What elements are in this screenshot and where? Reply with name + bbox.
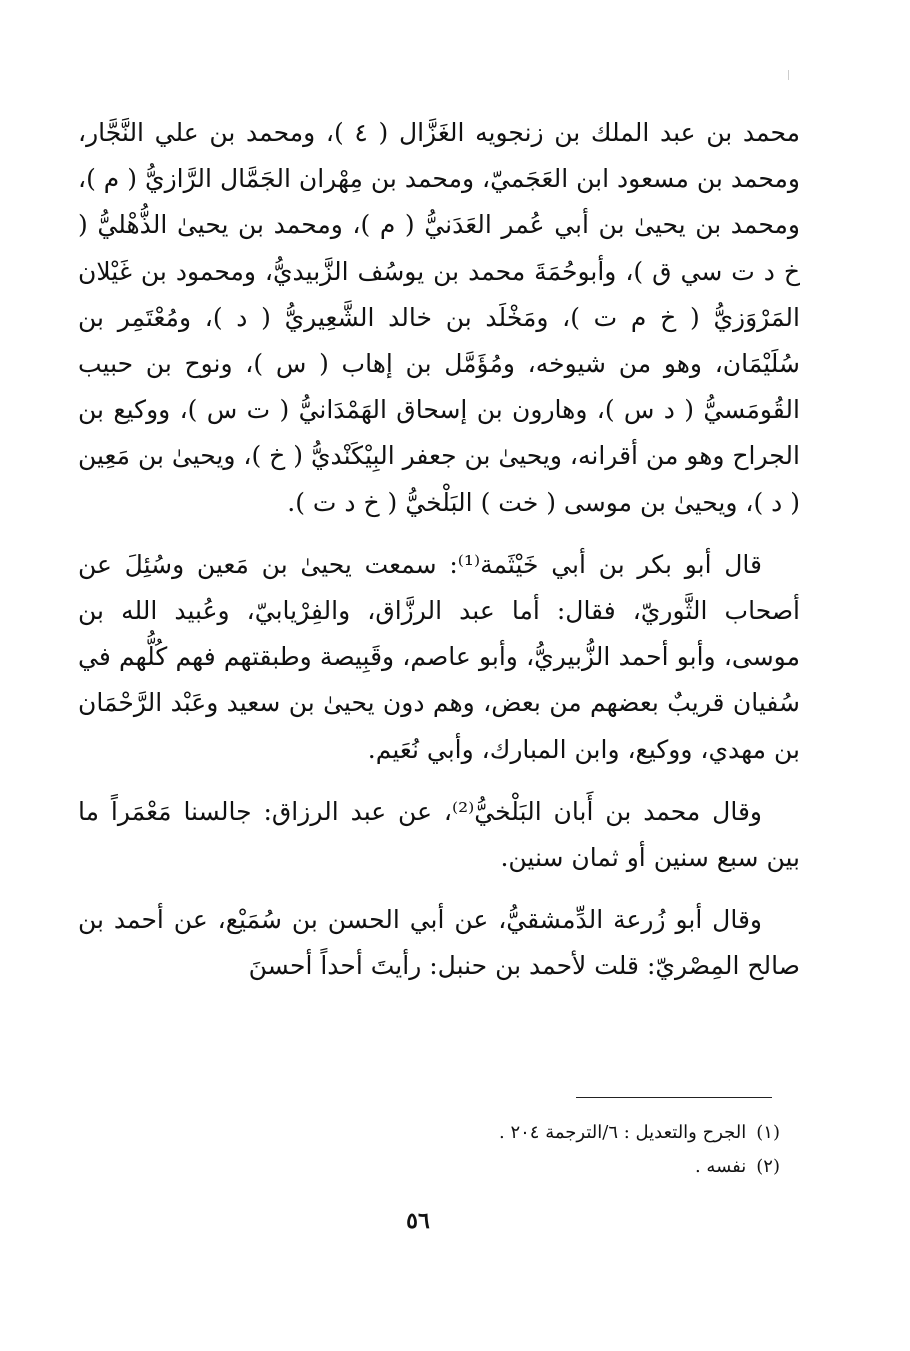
footnote-divider	[576, 1097, 772, 1098]
footnote-2-number: (٢)	[756, 1156, 780, 1177]
footnotes	[220, 1116, 780, 1184]
footnote-1	[220, 1116, 780, 1150]
main-text	[78, 110, 800, 990]
paragraph-abu-zura: وقال أبو زُرعة الدِّمشقيُّ، عن أبي الحسن بن سُمَيْع، عن أحمد بن صالح المِصْريّ: قلت لأحمد بن حنبل: رأيتَ أحداً أحسنَ	[78, 905, 800, 981]
paragraph-muhammad-ibn-aban: وقال محمد بن أَبان البَلْخيُّ⁽²⁾، عن عبد الرزاق: جالسنا مَعْمَراً ما بين سبع سنين أو ثمان سنين.	[78, 796, 800, 873]
paragraph-narrators-list: محمد بن عبد الملك بن زنجويه الغَزَّال ( ٤ )، ومحمد بن علي النَّجَّار، ومحمد بن مسعود ابن العَجَميّ، ومحمد بن مِهْران الجَمَّال الرَّازيُّ ( م )، ومحمد بن يحيىٰ بن أبي عُمر العَدَنيُّ ( م )، ومحمد بن يحيىٰ الذُّهْليُّ ( خ د ت سي ق )، وأبوحُمَةَ محمد بن يوسُف الزَّبيديُّ، ومحمود بن غَيْلان المَرْوَزيُّ ( خ م ت )، ومَخْلَد بن خالد الشَّعِيريُّ ( د )، ومُعْتَمِر بن سُلَيْمَان، وهو من شيوخه، ومُؤَمَّل بن إهاب ( س )، ونوح بن حبيب القُومَسيُّ ( د س )، وهارون بن إسحاق الهَمْدَانيُّ ( ت س )، ووكيع بن الجراح وهو من أقرانه، ويحيىٰ بن جعفر البِيْكَنْديُّ ( خ )، ويحيىٰ بن مَعِين ( د )، ويحيىٰ بن موسى ( خت ) البَلْخيُّ ( خ د ت ).	[77, 118, 800, 517]
footnote-1-text: الجرح والتعديل : ٦/الترجمة ٢٠٤ .	[499, 1122, 747, 1143]
paragraph-abu-bakr-quote: قال أبو بكر بن أبي خَيْثَمة⁽¹⁾: سمعت يحيىٰ بن مَعين وسُئِلَ عن أصحاب الثَّوريّ، فقال: أما عبد الرزَّاق، والفِرْيابيّ، وعُبيد الله بن موسى، وأبو أحمد الزُّبيريُّ، وأبو عاصم، وقَبِيصة وطبقتهم فهم كُلُّهم في سُفيان قريبٌ بعضهم من بعض، وهم دون يحيىٰ بن سعيد وعَبْد الرَّحْمَان بن مهدي، ووكيع، وابن المبارك، وأبي نُعَيم.	[78, 549, 801, 764]
footnote-2-text: نفسه .	[694, 1156, 747, 1177]
footnote-1-number: (١)	[756, 1122, 780, 1143]
footnote-2	[220, 1150, 780, 1184]
scan-edge-mark	[788, 70, 789, 80]
page-number: ٥٦	[406, 1208, 430, 1234]
